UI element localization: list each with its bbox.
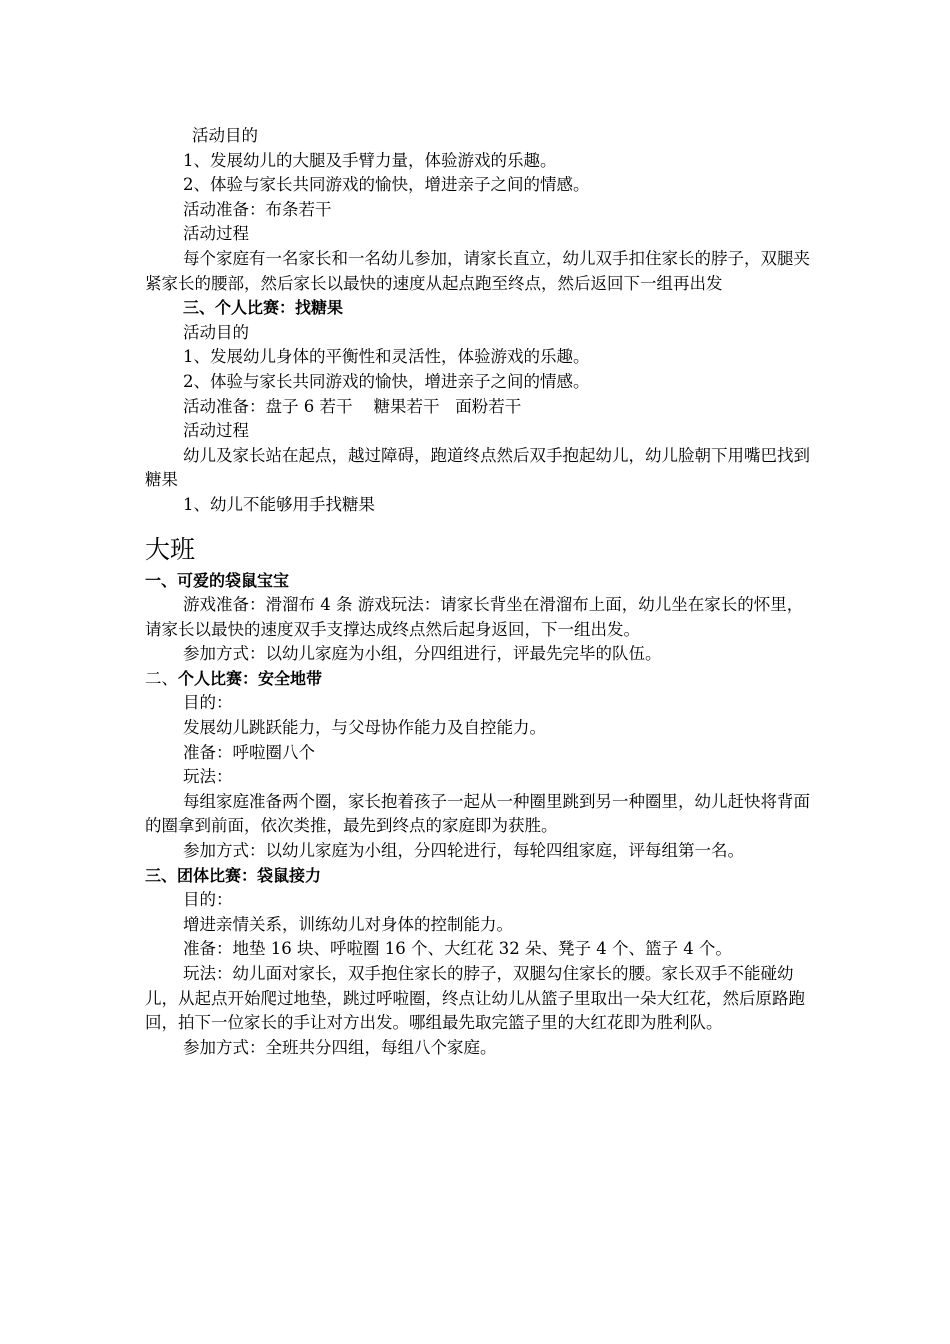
paragraph: 准备：呼啦圈八个 bbox=[183, 742, 315, 762]
paragraph: 目的： bbox=[183, 890, 233, 910]
paragraph: 活动准备：盘子 6 若干 糖果若干 面粉若干 bbox=[183, 396, 522, 416]
section-heading: 三、个人比赛：找糖果 bbox=[183, 298, 344, 318]
chapter-title: 大班 bbox=[145, 534, 196, 564]
paragraph: 参加方式：以幼儿家庭为小组，分四组进行，评最先完毕的队伍。 bbox=[183, 644, 662, 664]
section-heading: 三、团体比赛：袋鼠接力 bbox=[145, 865, 322, 885]
paragraph: 增进亲情关系，训练幼儿对身体的控制能力。 bbox=[183, 914, 513, 934]
paragraph: 玩法： bbox=[183, 767, 233, 787]
paragraph: 1、幼儿不能够用手找糖果 bbox=[183, 494, 375, 514]
paragraph: 玩法：幼儿面对家长，双手抱住家长的脖子，双腿勾住家长的腰。家长双手不能碰幼儿，从起点开始爬过地垫，跳过呼啦圈，终点让幼儿从篮子里取出一朵大红花，然后原路跑回，拍下一位家长的手让对方出发。哪组最先取完篮子里的大红花即为胜利队。 bbox=[145, 964, 805, 1033]
heading-text: 个人比赛：安全地带 bbox=[178, 668, 323, 688]
paragraph: 活动过程 bbox=[183, 421, 249, 441]
paragraph: 目的： bbox=[183, 693, 233, 713]
paragraph: 2、体验与家长共同游戏的愉快，增进亲子之间的情感。 bbox=[183, 371, 590, 391]
paragraph: 活动目的 bbox=[183, 322, 249, 342]
paragraph: 1、发展幼儿的大腿及手臂力量，体验游戏的乐趣。 bbox=[183, 150, 557, 170]
paragraph: 每个家庭有一名家长和一名幼儿参加，请家长直立，幼儿双手扣住家长的脖子，双腿夹紧家长的腰部，然后家长以最快的速度从起点跑至终点，然后返回下一组再出发 bbox=[145, 248, 810, 293]
paragraph: 1、发展幼儿身体的平衡性和灵活性，体验游戏的乐趣。 bbox=[183, 347, 590, 367]
paragraph: 活动准备：布条若干 bbox=[183, 199, 332, 219]
section-heading: 一、可爱的袋鼠宝宝 bbox=[145, 570, 290, 590]
paragraph: 参加方式：全班共分四组，每组八个家庭。 bbox=[183, 1037, 497, 1057]
paragraph: 活动过程 bbox=[183, 224, 249, 244]
paragraph: 幼儿及家长站在起点，越过障碍，跑道终点然后双手抱起幼儿，幼儿脸朝下用嘴巴找到糖果 bbox=[145, 445, 810, 490]
paragraph: 游戏准备：滑溜布 4 条 游戏玩法：请家长背坐在滑溜布上面，幼儿坐在家长的怀里，请家长以最快的速度双手支撑达成终点然后起身返回，下一组出发。 bbox=[145, 595, 804, 639]
document-body bbox=[145, 124, 810, 1060]
paragraph: 2、体验与家长共同游戏的愉快，增进亲子之间的情感。 bbox=[183, 175, 590, 195]
paragraph: 每组家庭准备两个圈，家长抱着孩子一起从一种圈里跳到另一种圈里，幼儿赶快将背面的圈拿到前面，依次类推，最先到终点的家庭即为获胜。 bbox=[145, 791, 810, 836]
paragraph: 参加方式：以幼儿家庭为小组，分四轮进行，每轮四组家庭，评每组第一名。 bbox=[183, 841, 744, 861]
heading-number: 二、 bbox=[145, 668, 178, 688]
paragraph: 准备：地垫 16 块、呼啦圈 16 个、大红花 32 朵、凳子 4 个、篮子 4 个。 bbox=[183, 939, 732, 959]
section-heading bbox=[145, 667, 810, 692]
paragraph: 发展幼儿跳跃能力，与父母协作能力及自控能力。 bbox=[183, 718, 546, 738]
paragraph: 活动目的 bbox=[192, 126, 258, 145]
